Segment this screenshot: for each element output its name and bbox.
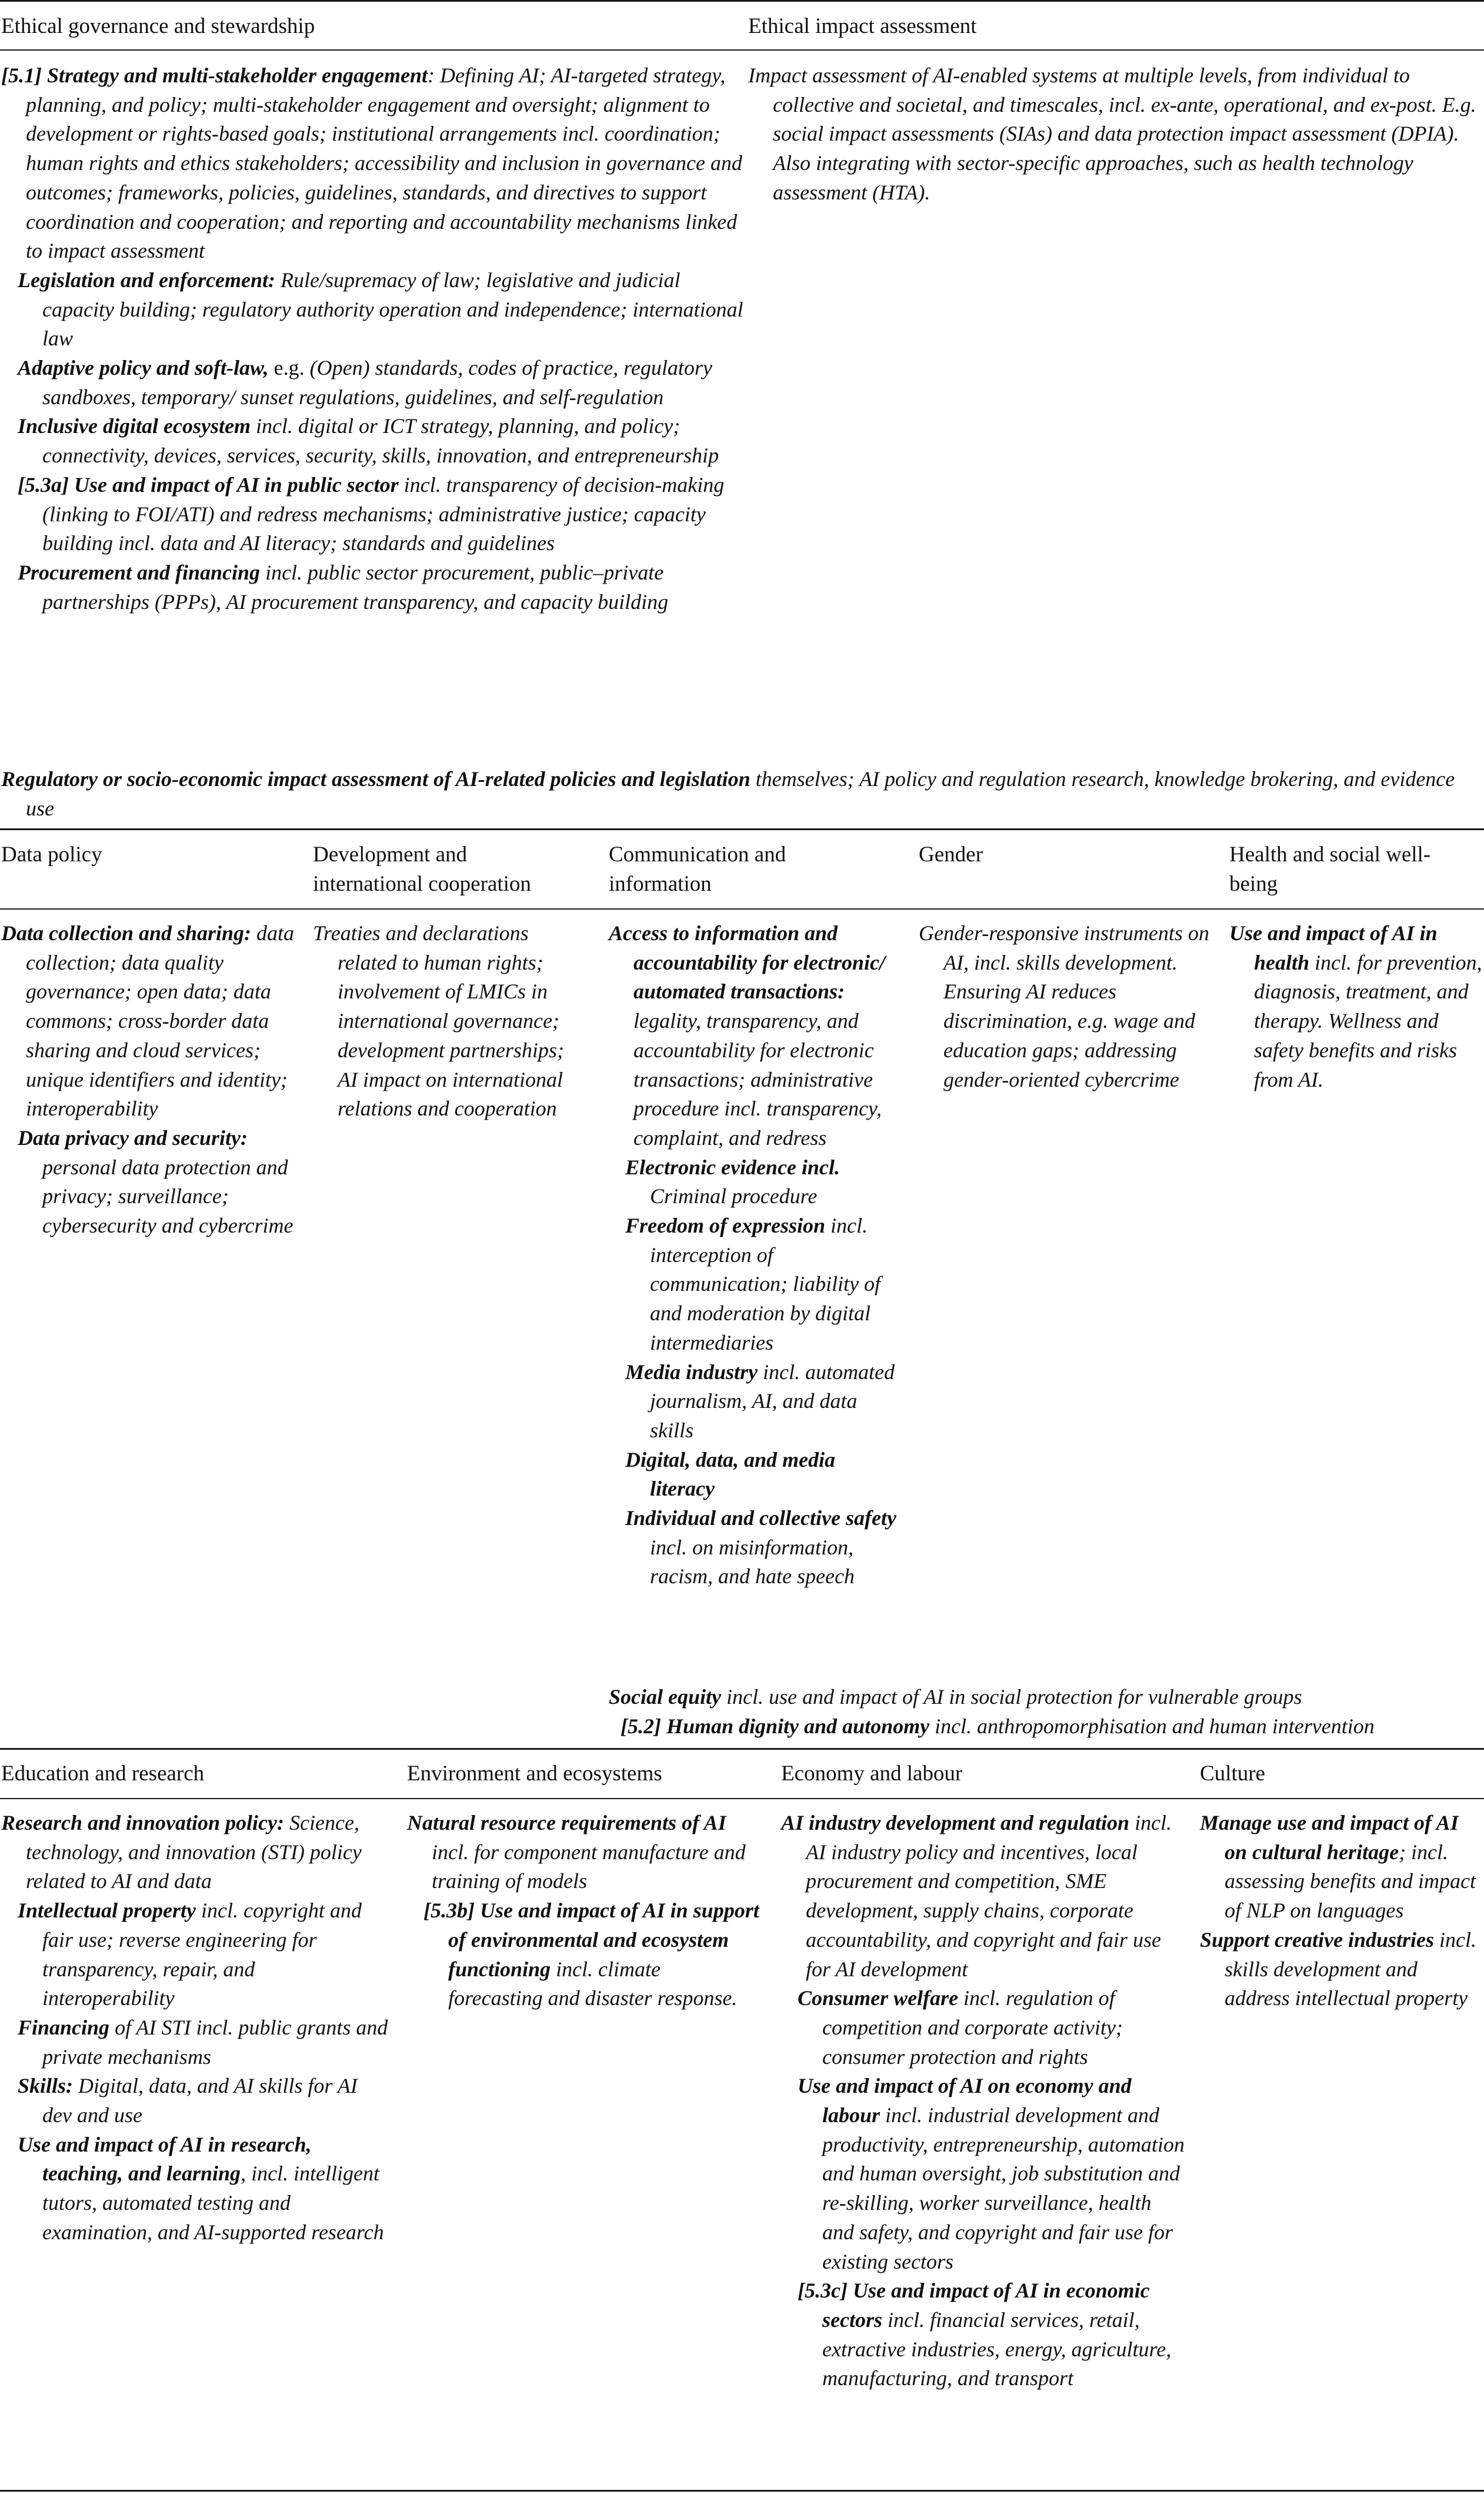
education-entry-title: Intellectual property xyxy=(18,1899,196,1923)
communication-entry xyxy=(609,1358,903,1446)
gov-entry-normal: e.g. xyxy=(268,356,305,380)
header-culture: Culture xyxy=(1200,1762,1265,1786)
header-gender: Gender xyxy=(919,843,983,867)
communication-entry-title: Electronic evidence incl. xyxy=(625,1155,840,1179)
data-policy-entry xyxy=(1,1124,295,1241)
gov-entry xyxy=(1,558,743,617)
gov-entry xyxy=(1,61,743,266)
table-rule-row2-top xyxy=(0,828,1484,830)
header-development: Development and international cooperation xyxy=(313,843,531,896)
human-dignity-text: incl. anthropomorphisation and human intervention xyxy=(929,1714,1375,1738)
economy-entry-title: [5.3c] Use and impact of AI in economic sectors xyxy=(798,2279,1150,2332)
culture-entry-text: ; incl. assessing benefits and impact of NLP on languages xyxy=(1225,1840,1476,1923)
communication-entry-title: Individual and collective safety xyxy=(625,1506,896,1530)
header-economy: Economy and labour xyxy=(781,1762,963,1786)
regulatory-impact-text: themselves; AI policy and regulation research, knowledge brokering, and evidence use xyxy=(26,767,1455,820)
social-equity-line xyxy=(609,1683,1482,1712)
environment-entry xyxy=(407,1896,760,2013)
communication-entry-text: Criminal procedure xyxy=(650,1184,818,1208)
gov-entry xyxy=(1,471,743,558)
culture-cell xyxy=(1200,1809,1482,2013)
gov-entry-title: Procurement and financing xyxy=(18,560,261,584)
communication-entry-text: incl. automated journalism, AI, and data skills xyxy=(650,1360,895,1442)
header-communication: Communication and information xyxy=(609,843,786,896)
social-equity-title: Social equity xyxy=(609,1685,721,1709)
education-entry xyxy=(1,2072,389,2130)
education-entry xyxy=(1,1896,389,2013)
header-ethical-impact-assessment: Ethical impact assessment xyxy=(748,14,977,38)
environment-entry-title: Natural resource requirements of AI xyxy=(407,1811,726,1834)
gov-entry-text: incl. transparency of decision-making (linking to FOI/ATI) and redress mechanisms; administrative justice; capacity building incl. data and AI literacy; standards and guidelines xyxy=(42,472,725,555)
gov-entry-title: Inclusive digital ecosystem xyxy=(18,414,251,438)
ethical-governance-cell xyxy=(1,61,743,617)
education-entry xyxy=(1,2013,389,2072)
economy-entry-text: incl. regulation of competition and corporate activity; consumer protection and rights xyxy=(822,1986,1123,2069)
table-rule-top xyxy=(0,0,1484,2)
impact-assessment-text: Impact assessment of AI-enabled systems at multiple levels, from individual to collective and societal, and timescales, incl. ex-ante, operational, and ex-post. E.g. social impact assessments (SIAs) and data protection impact assessment (DPIA). Also integrating with sector-specific approaches, such as health technology assessment (HTA). xyxy=(748,64,1476,204)
health-entry xyxy=(1229,919,1482,1094)
health-entry-title: Use and impact of AI in health xyxy=(1229,921,1438,974)
gov-entry-text: incl. digital or ICT strategy, planning, and policy; connectivity, devices, services, security, skills, innovation, and entrepreneurship xyxy=(42,414,719,468)
regulatory-impact-title: Regulatory or socio-economic impact assessment of AI-related policies and legislation xyxy=(1,767,751,791)
education-entry-text: Science, technology, and innovation (STI) policy related to AI and data xyxy=(26,1811,362,1893)
gov-entry-title: Adaptive policy and soft-law, xyxy=(18,356,269,380)
table-rule-row2-header xyxy=(0,908,1484,910)
table-rule-row3-top xyxy=(0,1748,1484,1750)
culture-entry-title: Manage use and impact of AI on cultural heritage xyxy=(1200,1811,1459,1864)
economy-entry-title: AI industry development and regulation xyxy=(781,1811,1130,1834)
education-entry-text: , incl. intelligent tutors, automated testing and examination, and AI-supported research xyxy=(42,2162,384,2244)
development-text: Treaties and declarations related to human rights; involvement of LMICs in international governance; development partnerships; AI impact on international relations and cooperation xyxy=(313,921,564,1121)
gov-entry-text: : Defining AI; AI-targeted strategy, planning, and policy; multi-stakeholder engagement and oversight; alignment to development or rights-based goals; institutional arrangements incl. coordination; human rights and ethics stakeholders; accessibility and inclusion in governance and outcomes; frameworks, policies, guidelines, standards, and directives to support coordination and cooperation; and reporting and accountability mechanisms linked to impact assessment xyxy=(26,64,742,263)
environment-entry xyxy=(407,1809,760,1896)
gov-entry-text: incl. public sector procurement, public–private partnerships (PPPs), AI procurement transparency, and capacity building xyxy=(42,560,669,614)
economy-entry-text: incl. industrial development and productivity, entrepreneurship, automation and human oversight, job substitution and re-skilling, worker surveillance, health and safety, and copyright and fair use for existing sectors xyxy=(822,2103,1185,2273)
development-cell xyxy=(313,919,588,1124)
economy-entry xyxy=(781,2072,1187,2276)
gov-entry-title: Legislation and enforcement: xyxy=(18,268,275,292)
gender-text: Gender-responsive instruments on AI, incl. skills development. Ensuring AI reduces discrimination, e.g. wage and education gaps; addressing gender-oriented cybercrime xyxy=(919,921,1209,1091)
economy-entry xyxy=(781,1984,1187,2072)
gov-entry xyxy=(1,412,743,470)
data-policy-cell xyxy=(1,919,295,1241)
gov-entry-text: Rule/supremacy of law; legislative and judicial capacity building; regulatory authority operation and independence; international law xyxy=(42,268,743,351)
education-entry-text: incl. copyright and fair use; reverse engineering for transparency, repair, and interoperability xyxy=(42,1899,362,2010)
education-entry-title: Use and impact of AI in research, teaching, and learning xyxy=(18,2132,312,2186)
education-entry-title: Research and innovation policy: xyxy=(1,1811,285,1834)
education-entry xyxy=(1,2130,389,2247)
gender-cell xyxy=(919,919,1213,1094)
culture-entry xyxy=(1200,1809,1482,1926)
culture-entry-text: incl. skills development and address intellectual property xyxy=(1225,1927,1477,2010)
communication-entry xyxy=(609,1211,903,1358)
health-entry-text: incl. for prevention, diagnosis, treatment, and therapy. Wellness and safety benefits and risks from AI. xyxy=(1254,950,1482,1091)
gov-entry-title: [5.1] Strategy and multi-stakeholder engagement xyxy=(1,64,428,87)
communication-entry-title: Freedom of expression xyxy=(625,1214,825,1238)
culture-entry-title: Support creative industries xyxy=(1200,1927,1435,1952)
data-policy-entry xyxy=(1,919,295,1124)
social-equity-text: incl. use and impact of AI in social protection for vulnerable groups xyxy=(721,1685,1302,1709)
economy-entry-title: Use and impact of AI on economy and labour xyxy=(798,2074,1132,2127)
gov-entry-text: (Open) standards, codes of practice, regulatory sandboxes, temporary/ sunset regulations, guidelines, and self-regulation xyxy=(42,356,712,409)
communication-entry-title: Media industry xyxy=(625,1360,758,1384)
communication-entry xyxy=(609,919,903,1153)
human-dignity-line xyxy=(621,1712,1482,1742)
communication-cell xyxy=(609,919,903,1591)
header-ethical-governance: Ethical governance and stewardship xyxy=(1,14,315,38)
health-cell xyxy=(1229,919,1482,1094)
table-rule-bottom xyxy=(0,2490,1484,2492)
education-entry-text: of AI STI incl. public grants and private mechanisms xyxy=(42,2015,388,2069)
communication-entry-text: incl. on misinformation, racism, and hate speech xyxy=(650,1535,855,1589)
header-health: Health and social well-being xyxy=(1229,843,1431,896)
environment-entry-text: incl. for component manufacture and training of models xyxy=(432,1840,746,1893)
table-rule-row3-header xyxy=(0,1798,1484,1799)
data-policy-entry-text: data collection; data quality governance; open data; data commons; cross-border data sharing and cloud services; unique identifiers and identity; interoperability xyxy=(26,921,295,1121)
data-policy-entry-title: Data privacy and security: xyxy=(18,1126,248,1150)
ethical-impact-assessment-cell xyxy=(748,61,1482,208)
communication-entry-text: legality, transparency, and accountability for electronic transactions; administrative procedure incl. transparency, complaint, and redress xyxy=(633,1009,882,1150)
gov-entry xyxy=(1,266,743,354)
regulatory-impact-assessment xyxy=(1,765,1480,823)
communication-entry-title: Access to information and accountability for electronic/ automated transactions: xyxy=(609,921,885,1004)
environment-entry-text: incl. climate forecasting and disaster response. xyxy=(448,1957,738,2010)
header-environment: Environment and ecosystems xyxy=(407,1762,662,1786)
communication-entry xyxy=(609,1446,903,1504)
environment-cell xyxy=(407,1809,760,2013)
economy-cell xyxy=(781,1809,1187,2393)
communication-entry-text: incl. interception of communication; liability of and moderation by digital intermediaries xyxy=(650,1214,881,1354)
education-entry xyxy=(1,1809,389,1896)
education-entry-title: Financing xyxy=(18,2015,110,2039)
economy-entry-text: incl. financial services, retail, extractive industries, energy, agriculture, manufacturing, and transport xyxy=(822,2307,1172,2390)
environment-entry-title: [5.3b] Use and impact of AI in support of environmental and ecosystem functioning xyxy=(423,1899,759,1981)
communication-entry xyxy=(609,1153,903,1211)
header-data-policy: Data policy xyxy=(1,843,102,867)
gov-entry-title: [5.3a] Use and impact of AI in public sector xyxy=(18,472,399,497)
header-education: Education and research xyxy=(1,1762,205,1786)
culture-entry xyxy=(1200,1926,1482,2013)
communication-entry-title: Digital, data, and media literacy xyxy=(625,1447,836,1501)
gov-entry xyxy=(1,354,743,412)
education-entry-title: Skills: xyxy=(18,2074,74,2098)
human-dignity-title: [5.2] Human dignity and autonomy xyxy=(621,1714,930,1738)
communication-entry xyxy=(609,1504,903,1591)
table-rule-row1-header xyxy=(0,49,1484,51)
economy-entry-text: incl. AI industry policy and incentives, local procurement and competition, SME development, supply chains, corporate accountability, and copyright and fair use for AI development xyxy=(806,1811,1172,1981)
economy-entry xyxy=(781,1809,1187,1984)
data-policy-entry-title: Data collection and sharing: xyxy=(1,921,252,945)
education-cell xyxy=(1,1809,389,2247)
education-entry-text: Digital, data, and AI skills for AI dev and use xyxy=(42,2074,358,2127)
economy-entry-title: Consumer welfare xyxy=(798,1986,959,2010)
economy-entry xyxy=(781,2276,1187,2393)
data-policy-entry-text: personal data protection and privacy; surveillance; cybersecurity and cybercrime xyxy=(42,1155,294,1238)
